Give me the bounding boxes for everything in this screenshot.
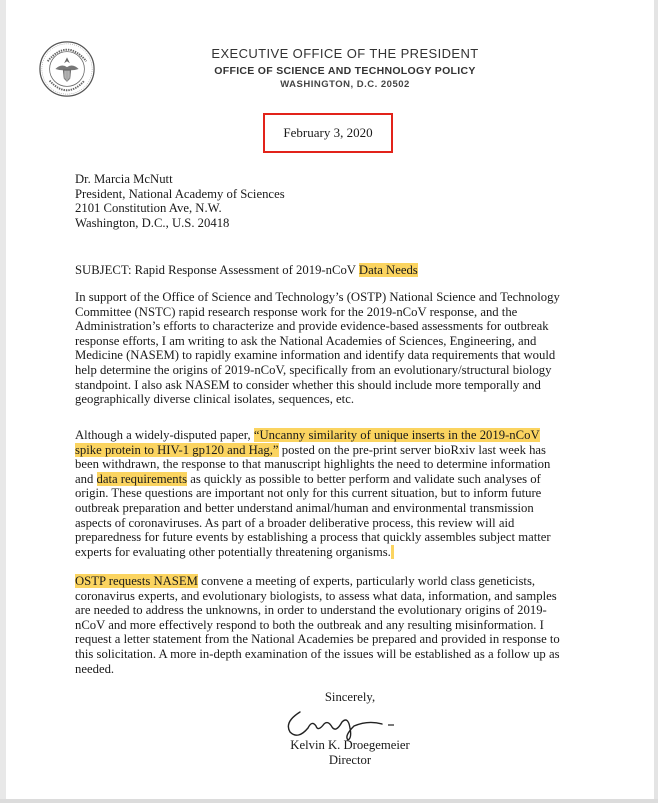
paragraph-1-line: geographically diverse clinical isolates, sequences, etc. [75,392,355,407]
handwritten-signature [278,700,408,742]
letterhead-line-3: WASHINGTON, D.C. 20502 [280,79,410,90]
signer-block [280,738,420,768]
paragraph-2-line [75,472,583,487]
recipient-title: President, National Academy of Sciences [75,186,285,201]
paragraph-2-line: been withdrawn, the response to that manuscript highlights the need to determine information [75,457,551,472]
signer-name: Kelvin K. Droegemeier [290,738,410,752]
data-requirements-highlight: data requirements [96,471,188,486]
paragraph-1-line: standpoint. I also ask NASEM to consider whether this should include more temporally and [75,377,541,392]
paragraph-2-line [75,428,583,443]
presidential-seal-icon [38,40,96,98]
paragraph-3-line: coronavirus experts, and evolutionary biologists, to assess what data, information, and samples [75,588,557,603]
page-edge-left [0,0,6,803]
paper-title-highlight: spike protein to HIV-1 gp120 and Hag,” [75,442,279,457]
paragraph-3-line: this solicitation. A more in-depth examination of the issues will be established as a follow up as [75,646,560,661]
paragraph-1-line: In support of the Office of Science and Technology’s (OSTP) National Science and Technology [75,290,560,304]
paragraph-3-line: nCoV and more effectively respond to both the outbreak and any resulting misinformation. I [75,617,544,632]
paragraph-2-line: aspects of coronaviruses. As part of a broader deliberative process, this review will aid [75,515,515,530]
paragraph-2-line: preparedness for future events by establishing a process that quickly assembles subject matter [75,530,551,545]
recipient-street: 2101 Constitution Ave, N.W. [75,201,222,216]
recipient-address [75,172,285,230]
paragraph-3-line [75,574,583,589]
letterhead-line-1: EXECUTIVE OFFICE OF THE PRESIDENT [211,46,479,61]
page-edge-bottom [0,799,658,803]
paragraph-2-text: as quickly as possible to better perform and validate such analyses of [187,471,541,486]
letterhead [160,46,530,92]
paragraph-3-line: are needed to address the unknowns, in order to understand the evolutionary origins of 2019- [75,603,547,618]
paragraph-1-line: help determine the origins of 2019-nCoV, specifically from an evolutionary/structural biology [75,362,552,377]
paragraph-1-line: Medicine (NASEM) to rapidly examine information and identify data requirements that would [75,348,556,363]
paragraph-1-line: Administration’s efforts to characterize and provide evidence-based assessments for outbreak [75,319,549,334]
subject-highlight: Data Needs [358,263,418,277]
letterhead-line-2: OFFICE OF SCIENCE AND TECHNOLOGY POLICY [214,65,476,77]
paragraph-2-line: origin. These questions are important not only for this current situation, but to inform future [75,486,542,501]
paragraph-1 [75,290,583,407]
paragraph-1-line: Committee (NSTC) rapid research response work for the 2019-nCoV response, and the [75,304,518,319]
recipient-city: Washington, D.C., U.S. 20418 [75,215,230,230]
paper-title-highlight: “Uncanny similarity of unique inserts in the 2019-nCoV [253,428,540,442]
recipient-name: Dr. Marcia McNutt [75,172,173,186]
paragraph-1-line: response efforts, I am writing to ask the National Academies of Sciences, Engineering, and [75,333,537,348]
paragraph-2-text: experts for evaluating other potentially threatening organisms. [75,544,391,559]
paragraph-2-line: outbreak preparation and better understand animal/human and environmental transmission [75,500,534,515]
sincerely: Sincerely, [324,690,376,704]
paragraph-3-line: needed. [75,661,115,676]
paragraph-2-line [75,545,583,560]
paragraph-2 [75,428,583,559]
ostp-requests-highlight: OSTP requests NASEM [75,574,198,588]
end-highlight-mark [391,545,394,559]
subject-prefix: SUBJECT: Rapid Response Assessment of 2019-nCoV [75,263,359,277]
page-edge-right [654,0,658,803]
paragraph-2-text: and [75,471,97,486]
subject-line [75,263,418,278]
paragraph-2-line [75,443,583,458]
paragraph-2-text: posted on the pre-print server bioRxiv last week has [278,442,546,457]
paragraph-3 [75,574,583,676]
paragraph-2-text: Although a widely-disputed paper, [75,428,254,442]
paragraph-3-text: convene a meeting of experts, particularly world class geneticists, [197,574,536,588]
letter-date: February 3, 2020 [283,125,373,140]
paragraph-3-line: request a letter statement from the National Academies be prepared and provided in response to [75,632,560,647]
signer-title: Director [328,753,372,767]
